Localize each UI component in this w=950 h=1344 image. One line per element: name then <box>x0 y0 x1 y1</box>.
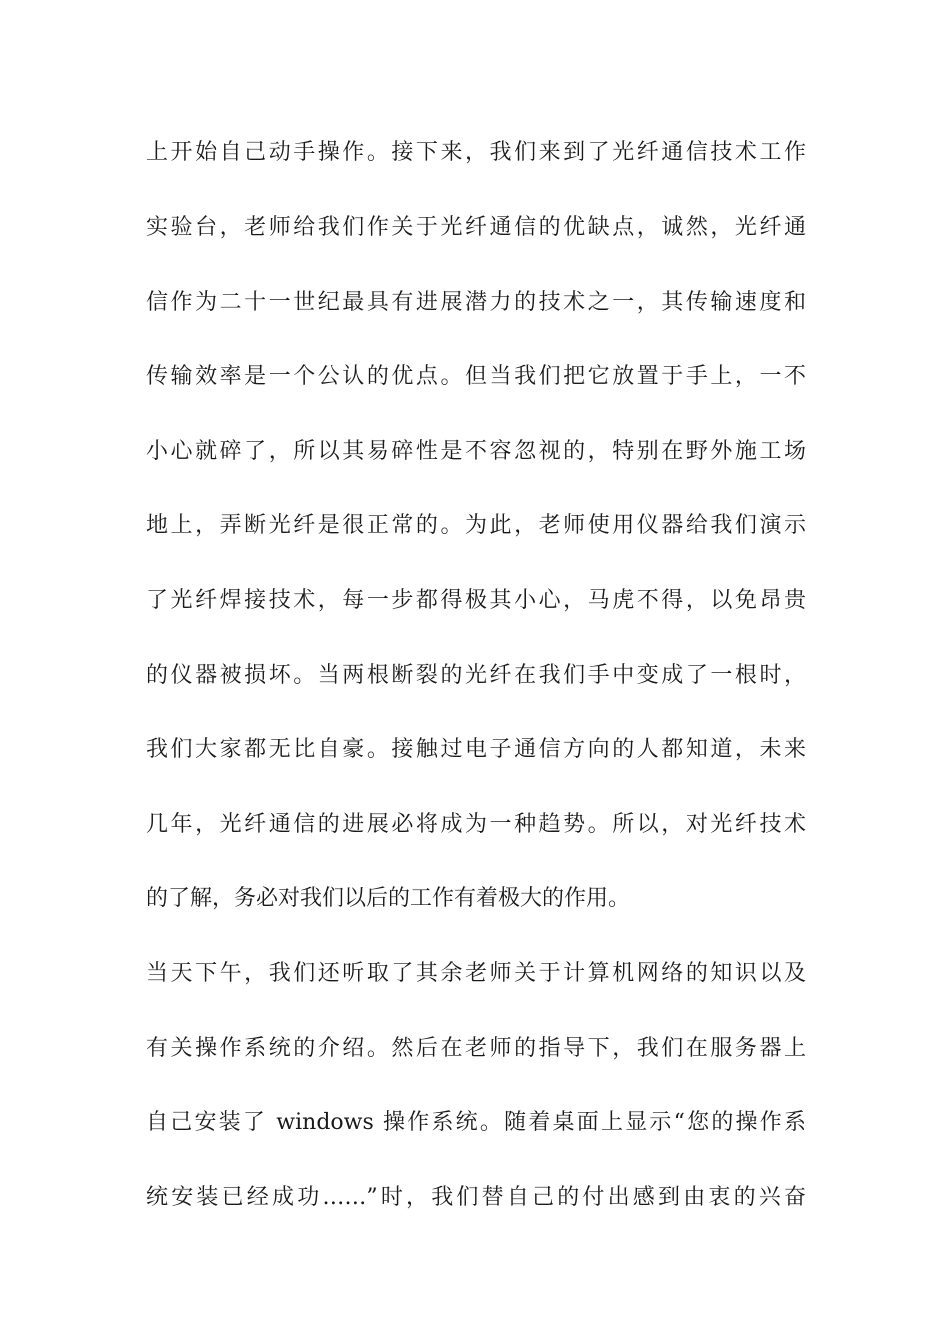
paragraph-line: 的仪器被损坏。当两根断裂的光纤在我们手中变成了一根时， <box>146 663 806 688</box>
paragraph-line: 实验台，老师给我们作关于光纤通信的优缺点，诚然，光纤通 <box>146 215 806 240</box>
paragraph-line: 了光纤焊接技术，每一步都得极其小心，马虎不得，以免昂贵 <box>146 588 806 613</box>
paragraph-line: 传输效率是一个公认的优点。但当我们把它放置于手上，一不 <box>146 364 806 389</box>
paragraph-line: 的了解，务必对我们以后的工作有着极大的作用。 <box>146 886 631 911</box>
paragraph-line: 自己安装了 windows 操作系统。随着桌面上显示“您的操作系 <box>146 1110 806 1135</box>
paragraph-line: 当天下午，我们还听取了其余老师关于计算机网络的知识以及 <box>146 961 806 986</box>
paragraph-line: 几年，光纤通信的进展必将成为一种趋势。所以，对光纤技术 <box>146 812 806 837</box>
paragraph-line: 地上，弄断光纤是很正常的。为此，老师使用仪器给我们演示 <box>146 513 806 538</box>
paragraph-line: 统安装已经成功……”时，我们替自己的付出感到由衷的兴奋 <box>146 1185 806 1210</box>
paragraph-line: 小心就碎了，所以其易碎性是不容忽视的，特别在野外施工场 <box>146 439 806 464</box>
paragraph-line: 我们大家都无比自豪。接触过电子通信方向的人都知道，未来 <box>146 737 806 762</box>
paragraph-line: 有关操作系统的介绍。然后在老师的指导下，我们在服务器上 <box>146 1036 806 1061</box>
paragraph-line: 上开始自己动手操作。接下来，我们来到了光纤通信技术工作 <box>146 140 806 165</box>
paragraph-line: 信作为二十一世纪最具有进展潜力的技术之一，其传输速度和 <box>146 290 806 315</box>
